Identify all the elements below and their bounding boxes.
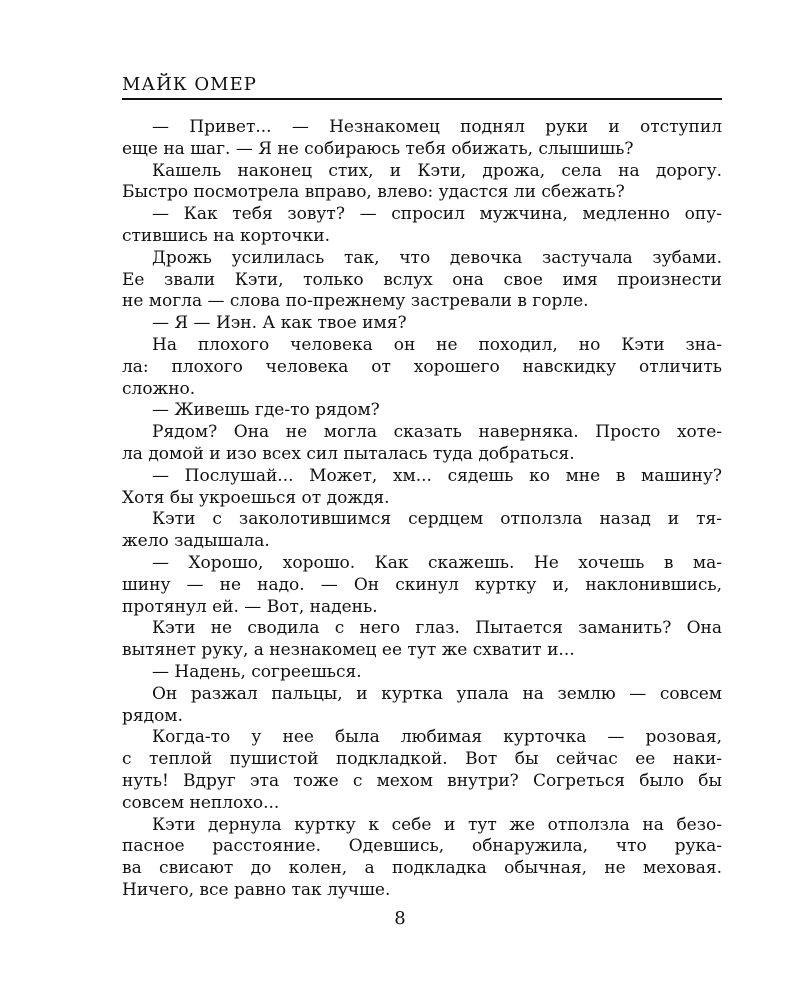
text-line: с теплой пушистой подкладкой. Вот бы сейчас ее наки- — [122, 749, 722, 770]
text-line: нуть! Вдруг эта тоже с мехом внутри? Согреться было бы — [122, 770, 722, 791]
text-line: Быстро посмотрела вправо, влево: удастся ли сбежать? — [122, 182, 625, 203]
text-line: ла домой и изо всех сил пыталась туда добраться. — [122, 443, 575, 464]
text-line: вытянет руку, а незнакомец ее тут же схватит и... — [122, 640, 575, 661]
text-line: — Послушай... Может, хм... сядешь ко мне в машину? — [152, 465, 722, 486]
page-number: 8 — [394, 908, 406, 929]
text-line: еще на шаг. — Я не собираюсь тебя обижать, слышишь? — [122, 138, 634, 159]
text-line: ла: плохого человека от хорошего навскидку отличить — [122, 356, 722, 377]
text-line: совсем неплохо... — [122, 792, 280, 813]
text-line: Когда-то у нее была любимая курточка — розовая, — [152, 727, 722, 748]
text-line: — Хорошо, хорошо. Как скажешь. Не хочешь в ма- — [152, 552, 722, 573]
text-line: стившись на корточки. — [122, 225, 330, 246]
text-line: Кэти не сводила с него глаз. Пытается заманить? Она — [152, 618, 722, 639]
text-line: Хотя бы укроешься от дождя. — [122, 487, 390, 508]
text-line: Рядом? Она не могла сказать наверняка. Просто хоте- — [152, 422, 722, 443]
text-line: шину — не надо. — Он скинул куртку и, наклонившись, — [122, 574, 722, 595]
text-line: Кэти с заколотившимся сердцем отползла назад и тя- — [152, 509, 722, 530]
text-line: — Надень, согреешься. — [152, 661, 362, 682]
text-line: Ничего, все равно так лучше. — [122, 879, 391, 900]
text-line: пасное расстояние. Одевшись, обнаружила, что рука- — [122, 836, 722, 857]
text-line: — Как тебя зовут? — спросил мужчина, медленно опу- — [152, 204, 722, 225]
text-line: Кэти дернула куртку к себе и тут же отползла на безо- — [152, 814, 722, 835]
header-rule — [122, 98, 722, 100]
text-line: ва свисают до колен, а подкладка обычная, не меховая. — [122, 858, 722, 879]
text-line: Ее звали Кэти, только вслух она свое имя произнести — [122, 269, 722, 290]
running-head: МАЙК ОМЕР — [122, 74, 257, 95]
text-line: — Я — Иэн. А как твое имя? — [152, 313, 407, 334]
text-line: — Живешь где-то рядом? — [152, 400, 380, 421]
text-line: — Привет... — Незнакомец поднял руки и отступил — [152, 117, 722, 137]
text-line: Он разжал пальцы, и куртка упала на землю — совсем — [152, 683, 722, 704]
text-line: протянул ей. — Вот, надень. — [122, 596, 378, 617]
text-line: Кашель наконец стих, и Кэти, дрожа, села на дорогу. — [152, 160, 722, 181]
text-line: Дрожь усилилась так, что девочка застучала зубами. — [152, 247, 722, 268]
text-line: На плохого человека он не походил, но Кэти зна- — [152, 334, 722, 355]
text-line: сложно. — [122, 378, 196, 399]
text-line: рядом. — [122, 705, 183, 726]
body-text — [122, 117, 722, 902]
text-line: не могла — слова по-прежнему застревали в горле. — [122, 291, 589, 312]
text-line: жело задышала. — [122, 531, 270, 552]
